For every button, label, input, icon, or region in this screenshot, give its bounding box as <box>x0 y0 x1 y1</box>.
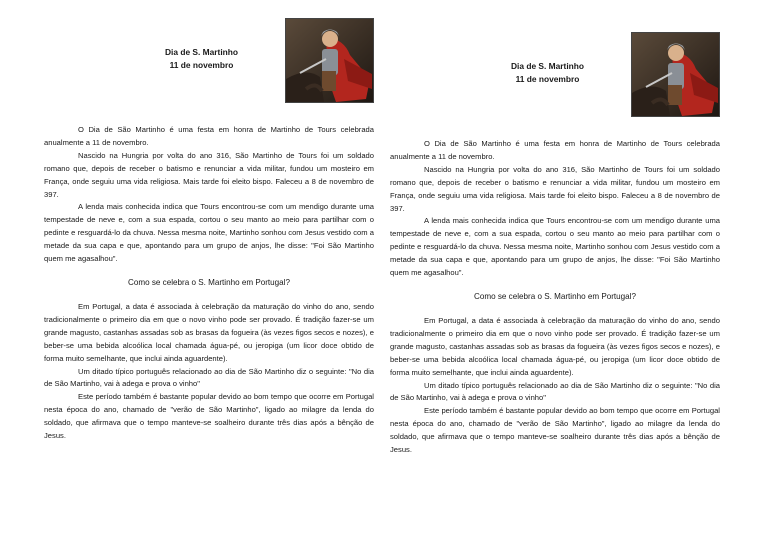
paragraph: O Dia de São Martinho é uma festa em honra de Martinho de Tours celebrada anualmente a 11 de novembro. <box>390 139 720 161</box>
header <box>44 18 374 118</box>
paragraph: A lenda mais conhecida indica que Tours encontrou-se com um mendigo durante uma tempestade de neve e, com a sua espada, cortou o seu manto ao meio para partilhar com o pedinte e resguardá-lo da chuva. Nessa mesma noite, Martinho sonhou com Jesus vestido com a metade da sua capa e que, apontando para um grupo de anjos, lhe disse: "Foi São Martinho quem me agasalhou". <box>390 216 720 278</box>
paragraph: A lenda mais conhecida indica que Tours encontrou-se com um mendigo durante uma tempestade de neve e, com a sua espada, cortou o seu manto ao meio para partilhar com o pedinte e resguardá-lo da chuva. Nessa mesma noite, Martinho sonhou com Jesus vestido com a metade da sua capa e que, apontando para um grupo de anjos, lhe disse: "Foi São Martinho quem me agasalhou". <box>44 202 374 264</box>
header <box>390 32 720 132</box>
page-date: 11 de novembro <box>169 60 234 70</box>
page-title: Dia de S. Martinho <box>164 47 239 57</box>
paragraph: Em Portugal, a data é associada à celebração da maturação do vinho do ano, sendo tradicionalmente o primeiro dia em que o novo vinho pode ser provado. É tradição fazer-se um grande magusto, castanhas assadas sob as brasas da fogueira (às vezes figos secos e nozes), e beber-se uma bebida alcoólica local chamada água-pé, ou jeropiga (um licor doce obtido de forma muito semelhante, que inclui ainda aguardente). <box>390 315 720 377</box>
section-heading: Como se celebra o S. Martinho em Portugal? <box>474 291 636 301</box>
paragraph: Este período também é bastante popular devido ao bom tempo que ocorre em Portugal nesta época do ano, chamado de "verão de São Martinho", ligado ao milagre da lenda do soldado, que afirmava que o tempo manteve-se soalheiro durante três dias após a bênção de Jesus. <box>44 392 374 441</box>
document-copy-right <box>390 32 720 457</box>
paragraph: Nascido na Hungria por volta do ano 316, São Martinho de Tours foi um soldado romano que, depois de receber o batismo e renunciar a vida militar, fundou um mosteiro em França, onde seguiu uma vida religiosa. Mais tarde foi eleito bispo. Faleceu a 8 de novembro de 397. <box>44 150 374 199</box>
article-body <box>390 138 720 457</box>
paragraph: Um ditado típico português relacionado ao dia de São Martinho diz o seguinte: "No dia de São Martinho, vai à adega e prova o vinho" <box>44 366 374 389</box>
section-heading: Como se celebra o S. Martinho em Portugal? <box>128 277 290 287</box>
paragraph: Um ditado típico português relacionado ao dia de São Martinho diz o seguinte: "No dia de São Martinho, vai à adega e prova o vinho" <box>390 380 720 403</box>
page-title: Dia de S. Martinho <box>510 61 585 71</box>
document-copy-left <box>44 18 374 443</box>
paragraph: Este período também é bastante popular devido ao bom tempo que ocorre em Portugal nesta época do ano, chamado de "verão de São Martinho", ligado ao milagre da lenda do soldado, que afirmava que o tempo manteve-se soalheiro durante três dias após a bênção de Jesus. <box>390 406 720 455</box>
saint-martin-painting <box>285 18 374 103</box>
saint-martin-painting <box>631 32 720 117</box>
article-body <box>44 124 374 443</box>
page-date: 11 de novembro <box>515 74 580 84</box>
paragraph: Nascido na Hungria por volta do ano 316, São Martinho de Tours foi um soldado romano que, depois de receber o batismo e renunciar a vida militar, fundou um mosteiro em França, onde seguiu uma vida religiosa. Mais tarde foi eleito bispo. Faleceu a 8 de novembro de 397. <box>390 164 720 213</box>
paragraph: O Dia de São Martinho é uma festa em honra de Martinho de Tours celebrada anualmente a 11 de novembro. <box>44 125 374 147</box>
paragraph: Em Portugal, a data é associada à celebração da maturação do vinho do ano, sendo tradicionalmente o primeiro dia em que o novo vinho pode ser provado. É tradição fazer-se um grande magusto, castanhas assadas sob as brasas da fogueira (às vezes figos secos e nozes), e beber-se uma bebida alcoólica local chamada água-pé, ou jeropiga (um licor doce obtido de forma muito semelhante, que inclui ainda aguardente). <box>44 301 374 363</box>
